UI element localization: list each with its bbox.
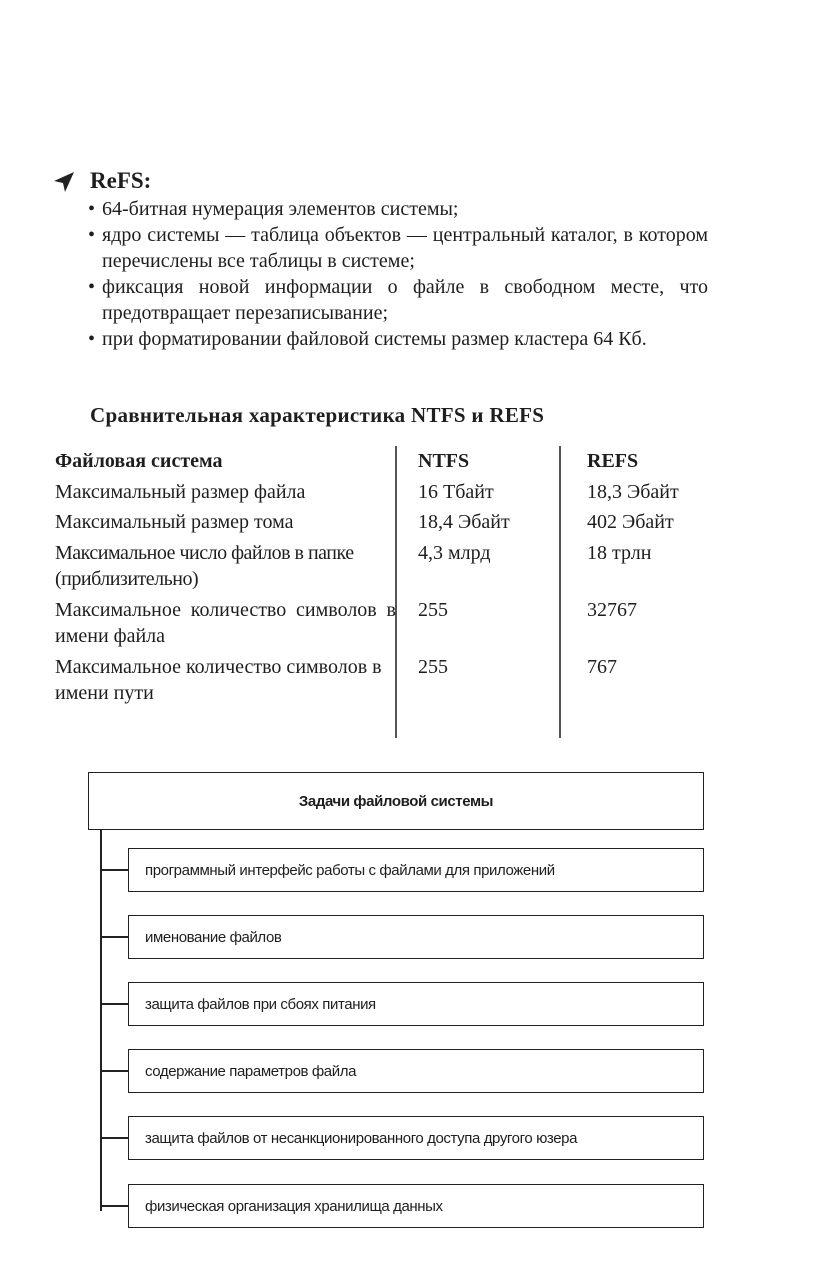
connector-line [100,830,102,1211]
table-row [55,479,725,506]
table-cell: 18,3 Эбайт [587,480,679,503]
table-cell: 18 трлн [587,541,652,564]
diagram-item-label: программный интерфейс работы с файлами для приложений [145,861,555,879]
diagram-item [128,915,704,959]
diagram-item [128,1049,704,1093]
comparison-table [55,448,725,711]
feature-list [88,196,708,352]
diagram-item-label: именование файлов [145,928,282,946]
connector-line [100,1003,128,1005]
header-cell: Файловая система [55,450,223,472]
header-cell: REFS [587,450,639,472]
table-cell: 4,3 млрд [418,541,491,564]
table-cell: 16 Тбайт [418,480,494,503]
list-item: • ядро системы — таблица объектов — центральный каталог, в котором перечислены все таблицы в системе; [88,222,708,274]
table-cell: Максимальное количество символов в имени пути [55,655,382,704]
diagram-title: Задачи файловой системы [298,792,494,810]
list-item: • при форматировании файловой системы размер кластера 64 Кб. [88,326,708,352]
table-row [55,540,725,593]
connector-line [100,1205,128,1207]
diagram-item-label: защита файлов от несанкционированного доступа другого юзера [145,1129,578,1147]
table-row [55,509,725,536]
diagram-item-label: содержание параметров файла [145,1062,357,1080]
table-caption: Сравнительная характеристика NTFS и REFS [90,403,545,427]
diagram-item [128,848,704,892]
table-cell: 402 Эбайт [587,511,674,533]
table-cell: 255 [418,655,448,678]
table-cell: Максимальный размер файла [55,480,306,503]
table-cell: 18,4 Эбайт [418,511,510,533]
table-row [55,597,725,650]
diagram-item [128,1184,704,1228]
table-cell: Максимальный размер тома [55,511,294,533]
table-row [55,654,725,707]
diagram-title-box [88,772,704,830]
table-cell: 767 [587,655,617,678]
connector-line [100,869,128,871]
diagram-item [128,982,704,1026]
diagram-item-label: физическая организация хранилища данных [145,1197,443,1215]
connector-line [100,1137,128,1139]
diagram-item-label: защита файлов при сбоях питания [145,995,376,1013]
table-cell: 255 [418,598,448,621]
connector-line [100,936,128,938]
table-cell: Максимальное число файлов в папке (приблизительно) [55,541,354,590]
section-title: ReFS: [90,168,152,193]
diagram-item [128,1116,704,1160]
list-item: • 64-битная нумерация элементов системы; [88,196,708,222]
table-cell: Максимальное количество символов в имени файла [55,598,396,647]
arrow-pointer-icon [53,171,75,193]
list-item: • фиксация новой информации о файле в свободном месте, что предотвращает перезаписывание; [88,274,708,326]
connector-line [100,1070,128,1072]
table-header [55,448,725,475]
header-cell: NTFS [418,450,470,472]
table-cell: 32767 [587,598,637,621]
